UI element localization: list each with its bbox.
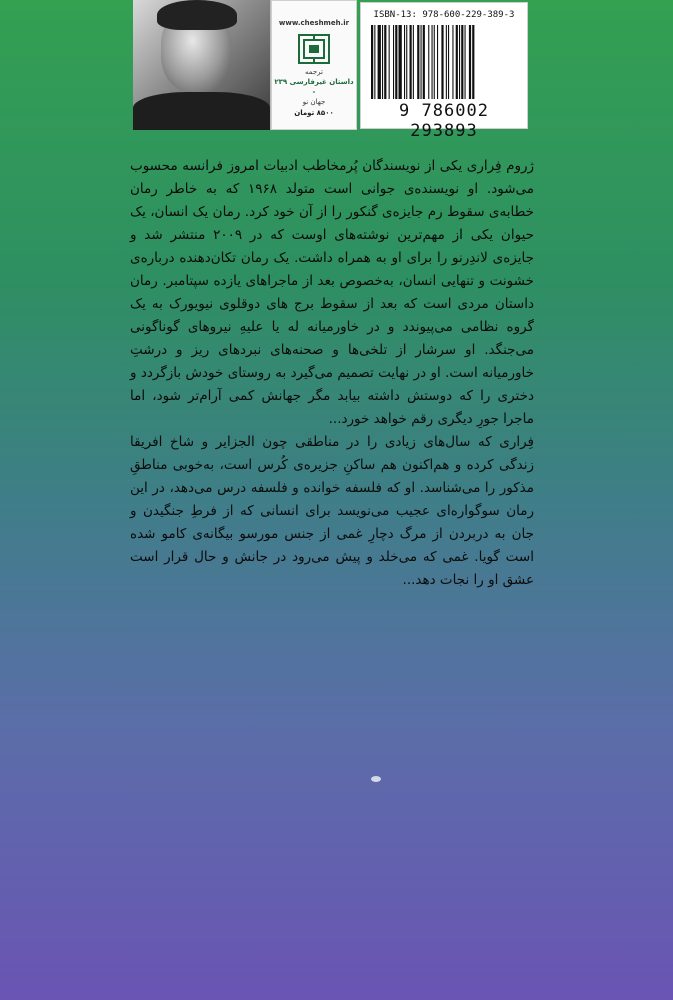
barcode-bar (389, 25, 390, 99)
barcode-bar (410, 25, 412, 99)
publisher-series: داستان غیرفارسی ۲۳۹ - (274, 78, 354, 96)
barcode (371, 25, 519, 99)
author-photo (133, 0, 271, 130)
isbn-label: ISBN-13: 978-600-229-389-3 (373, 10, 515, 20)
blurb-paragraph-1: ژروم فِراری یکی از نویسندگان پُرمخاطب ادبیات امروز فرانسه محسوب می‌شود. او نویسنده‌ی جوانی است متولد ۱۹۶۸ که به خاطر رمان خطابه‌ی سقوط رم جایزه‌ی گنکور را از آن خود کرد. رمان یک انسان، یک حیوان یکی از مهم‌ترین نوشته‌های اوست که در ۲۰۰۹ منتشر شد و جایزه‌ی لاندِرنو را برای او به همراه داشت. یک رمان تکان‌دهنده درباره‌ی خشونت و تنهایی انسان، به‌خصوص بعد از ماجراهای یازده سپتامبر. رمان داستان مردی است که بعد از سقوط برج های دوقلوی نیویورک به یک گروه نظامی می‌پیوندد و در خاورمیانه له یا علیهِ نیروهای گوناگونی می‌جنگد. او سرشار از تلخی‌ها و صحنه‌های نبردهای ریز و درشتِ خاورمیانه است. او در نهایت تصمیم می‌گیرد به روستای خودش بازگردد و دختری را که دوستش داشته بیابد مگر جهانش کمی آرام‌تر شود، اما ماجرا جورِ دیگری رقم خواهد خورد... (130, 158, 534, 427)
barcode-bar (446, 25, 447, 99)
barcode-bar (382, 25, 383, 99)
barcode-bar (384, 25, 386, 99)
barcode-panel (360, 2, 528, 141)
barcode-bar (452, 25, 453, 99)
barcode-bar (472, 25, 474, 99)
barcode-bar (399, 25, 402, 99)
publisher-website: www.cheshmeh.ir (278, 19, 350, 27)
publisher-box (271, 0, 357, 130)
barcode-bar (441, 25, 443, 99)
barcode-bar (437, 25, 438, 99)
barcode-bar (374, 25, 375, 99)
publisher-type: ترجمه (305, 68, 323, 76)
barcode-bar (461, 25, 463, 99)
author-hair (157, 0, 237, 30)
barcode-bar (465, 25, 466, 99)
cover-speck (371, 776, 381, 782)
barcode-bar (395, 25, 397, 99)
barcode-bar (423, 25, 425, 99)
cheshmeh-logo-icon (297, 33, 331, 65)
barcode-bar (432, 25, 433, 99)
barcode-bar (406, 25, 407, 99)
back-cover-blurb (130, 155, 534, 592)
barcode-bar (448, 25, 449, 99)
blurb-paragraph-2: فِراری که سال‌های زیادی را در مناطقی چون الجزایر و شاخ افریقا زندگی کرده و هم‌اکنون هم ساکنِ جزیره‌ی کُرس است، به‌خوبی مناطقِ مذکور را می‌شناسد. او که فلسفه خوانده و فلسفه درس می‌دهد، در این رمان سوگواره‌ای عجیب می‌نویسد برای انسانی که از فرطِ جنگیدن و جان به دربردن از مرگ دچارِ غمی از جنس مورسو بیگانه‌ی کامو شده است گویا. غمی که می‌خلد و پیش می‌رود در جانش و حال قرار است عشق او را نجات دهد... (130, 434, 534, 588)
book-price: ۸۵۰۰ تومان (294, 109, 334, 117)
barcode-bar (378, 25, 381, 99)
publisher-subseries: جهان نو (302, 98, 326, 106)
barcode-bar (371, 25, 373, 99)
barcode-bar (417, 25, 419, 99)
barcode-bar (459, 25, 460, 99)
barcode-bar (456, 25, 458, 99)
barcode-number: 9 786002 293893 (399, 101, 489, 141)
barcode-bar (404, 25, 405, 99)
barcode-bar (393, 25, 394, 99)
barcode-bar (428, 25, 429, 99)
barcode-bar (421, 25, 422, 99)
author-shoulders (133, 92, 270, 130)
barcode-bar (434, 25, 435, 99)
barcode-bar (413, 25, 414, 99)
barcode-bar (469, 25, 471, 99)
